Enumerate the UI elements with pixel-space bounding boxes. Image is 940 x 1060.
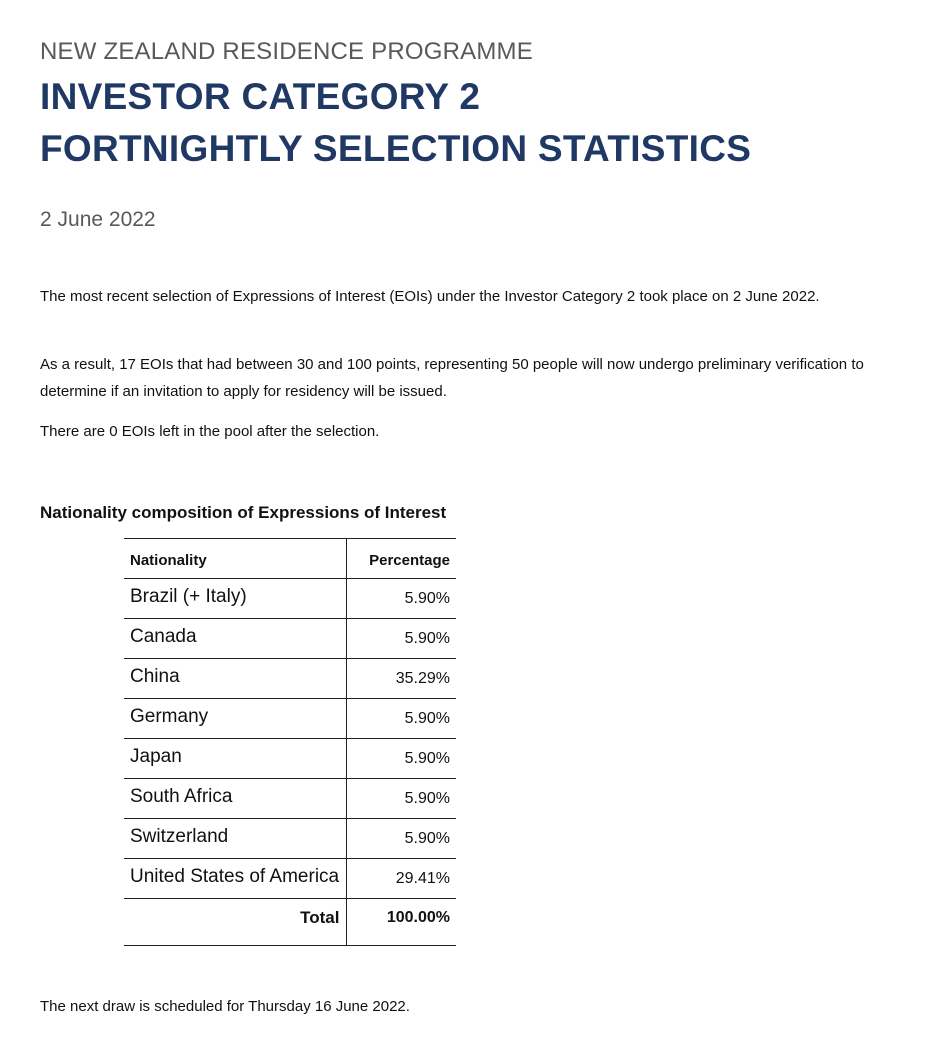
table-row: [124, 659, 456, 699]
nationality-cell: Canada: [124, 619, 346, 659]
programme-name: NEW ZEALAND RESIDENCE PROGRAMME: [40, 38, 533, 65]
total-value: 100.00%: [346, 899, 456, 946]
percentage-cell: 5.90%: [346, 739, 456, 779]
percentage-cell: 29.41%: [346, 859, 456, 899]
pool-paragraph: There are 0 EOIs left in the pool after the selection.: [40, 423, 380, 440]
table-row: [124, 779, 456, 819]
title-line-2: FORTNIGHTLY SELECTION STATISTICS: [40, 128, 752, 169]
table-header-row: [124, 539, 456, 579]
percentage-cell: 5.90%: [346, 819, 456, 859]
table-row: [124, 819, 456, 859]
nationality-cell: Germany: [124, 699, 346, 739]
percentage-cell: 35.29%: [346, 659, 456, 699]
column-header-nationality: Nationality: [124, 539, 346, 579]
nationality-cell: Switzerland: [124, 819, 346, 859]
selection-paragraph: The most recent selection of Expressions of Interest (EOIs) under the Investor Category 2 took place on 2 June 2022.: [40, 288, 820, 305]
next-draw-notice: The next draw is scheduled for Thursday 16 June 2022.: [40, 998, 410, 1015]
percentage-cell: 5.90%: [346, 579, 456, 619]
table-row: [124, 699, 456, 739]
table-row: [124, 619, 456, 659]
table-row: [124, 739, 456, 779]
publication-date: 2 June 2022: [40, 208, 156, 231]
nationality-cell: United States of America: [124, 859, 346, 899]
table-row: [124, 579, 456, 619]
nationality-cell: Brazil (+ Italy): [124, 579, 346, 619]
nationality-cell: South Africa: [124, 779, 346, 819]
title-line-1: INVESTOR CATEGORY 2: [40, 76, 481, 117]
percentage-cell: 5.90%: [346, 619, 456, 659]
total-label: Total: [124, 899, 346, 946]
table-heading: Nationality composition of Expressions of Interest: [40, 503, 447, 522]
nationality-cell: China: [124, 659, 346, 699]
table-total-row: [124, 899, 456, 946]
percentage-cell: 5.90%: [346, 779, 456, 819]
percentage-cell: 5.90%: [346, 699, 456, 739]
result-paragraph: As a result, 17 EOIs that had between 30 and 100 points, representing 50 people will now undergo preliminary verification to determine if an invitation to apply for residency will be issued.: [40, 356, 864, 400]
table-row: [124, 859, 456, 899]
column-header-percentage: Percentage: [346, 539, 456, 579]
nationality-cell: Japan: [124, 739, 346, 779]
nationality-table: [124, 538, 456, 946]
